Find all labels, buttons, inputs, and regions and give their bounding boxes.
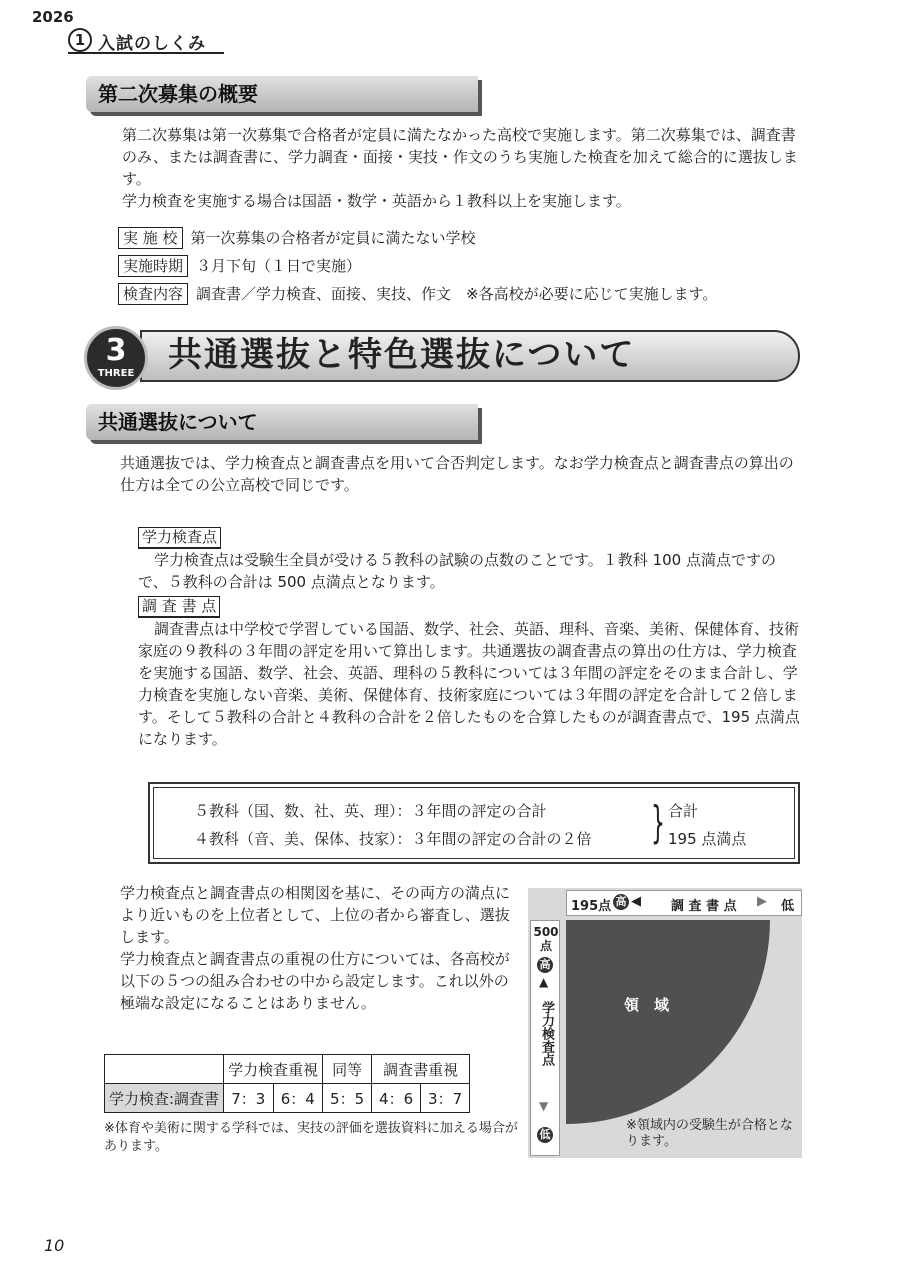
row-text: 調査書／学力検査、面接、実技、作文 ※各高校が必要に応じて実施します。 xyxy=(196,285,718,303)
graph-top-axis xyxy=(566,890,802,916)
paragraph: 共通選抜では、学力検査点と調査書点を用いて合否判定します。なお学力検査点と調査書点の算出の仕方は全ての公立高校で同じです。 xyxy=(120,454,794,494)
left-axis-label: 学力検査点 xyxy=(539,1001,554,1066)
score-explanation xyxy=(120,526,804,750)
row-text: 第一次募集の合格者が定員に満たない学校 xyxy=(190,229,476,247)
row-text: ３月下旬（１日で実施） xyxy=(196,257,362,275)
left-max-label: 500点 xyxy=(533,925,559,953)
correlation-graph xyxy=(528,888,802,1158)
label-school: 実 施 校 xyxy=(118,227,183,249)
table-cell: 7：3 xyxy=(224,1084,274,1113)
second-recruitment-body xyxy=(106,124,802,306)
formula-total-label: 合計 xyxy=(668,802,699,820)
arrow-left-icon: ◀ xyxy=(631,894,641,909)
top-axis-label: 調 査 書 点 xyxy=(671,899,737,914)
year-label: 2026 xyxy=(32,8,74,26)
chapter3-title: 共通選抜と特色選抜について xyxy=(168,335,636,375)
page-number: 10 xyxy=(44,1236,65,1255)
table-row-label: 学力検査:調査書 xyxy=(105,1084,224,1113)
formula-box xyxy=(148,782,800,864)
brace-icon: } xyxy=(651,797,665,848)
label-chousa: 調 査 書 点 xyxy=(138,596,220,618)
label-gakuryoku: 学力検査点 xyxy=(138,527,221,549)
arrow-right-icon: ▶ xyxy=(757,894,767,909)
arrow-down-icon: ▼ xyxy=(539,1099,549,1113)
paragraph: 調査書点は中学校で学習している国語、数学、社会、英語、理科、音楽、美術、保健体育、技術家庭の９教科の３年間の評定を用いて算出します。共通選抜の調査書点の算出の仕方は、学力検査を実施する国語、数学、社会、英語、理科の５教科については３年間の評定をそのまま合計し、学力検査を実施しない音楽、美術、保健体育、技術家庭については３年間の評定を合計して２倍します。そして５教科の合計と４教科の合計を２倍したものを合算したものが調査書点で、195 点満点になります。 xyxy=(138,620,800,748)
chapter3-badge xyxy=(84,326,148,390)
chapter-number: 1 xyxy=(68,28,92,52)
chapter3-word: THREE xyxy=(97,368,135,379)
table-header: 調査書重視 xyxy=(372,1055,470,1084)
graph-plot-area xyxy=(566,920,802,1156)
chapter3-number: 3 xyxy=(105,333,127,368)
table-cell: 5：5 xyxy=(323,1084,372,1113)
arrow-up-icon: ▲ xyxy=(539,975,549,989)
left-high-label: 高 xyxy=(537,957,553,973)
table-header: 同等 xyxy=(323,1055,372,1084)
ratio-table xyxy=(104,1054,470,1113)
table-header: 学力検査重視 xyxy=(224,1055,323,1084)
chapter-title: 入試のしくみ xyxy=(98,34,206,54)
table-note: ※体育や美術に関する学科では、実技の評価を選抜資料に加える場合があります。 xyxy=(104,1121,518,1154)
top-low-label: 低 xyxy=(781,899,795,914)
chapter3-banner xyxy=(82,328,800,384)
paragraph: 学力検査点は受験生全員が受ける５教科の試験の点数のことです。１教科 100 点満点ですので、５教科の合計は 500 点満点となります。 xyxy=(138,551,776,591)
formula-line-2: ４教科（音、美、保体、技家）：３年間の評定の合計の２倍 xyxy=(194,830,592,848)
left-low-label: 低 xyxy=(537,1127,553,1143)
table-cell: 6：4 xyxy=(273,1084,323,1113)
section-heading-second-recruitment: 第二次募集の概要 xyxy=(86,76,478,112)
common-intro xyxy=(104,452,802,496)
formula-total-value: 195 点満点 xyxy=(668,830,747,848)
table-empty-cell xyxy=(105,1055,224,1084)
graph-left-axis xyxy=(530,920,560,1156)
label-period: 実施時期 xyxy=(118,255,188,277)
formula-line-1: ５教科（国、数、社、英、理）：３年間の評定の合計 xyxy=(194,802,547,820)
region-note: ※領域内の受験生が合格となります。 xyxy=(626,1118,793,1149)
table-cell: 4：6 xyxy=(372,1084,421,1113)
region-label: 領 域 xyxy=(624,996,670,1014)
chapter-header xyxy=(68,28,224,54)
top-max-label: 195点 xyxy=(571,899,612,914)
top-high-label: 高 xyxy=(613,894,629,910)
paragraph: 学力検査点と調査書点の重視の仕方については、各高校が以下の５つの組み合わせの中から設定します。これ以外の極端な設定になることはありません。 xyxy=(120,950,510,1012)
paragraph: 学力検査を実施する場合は国語・数学・英語から１教科以上を実施します。 xyxy=(122,192,631,210)
label-content: 検査内容 xyxy=(118,283,188,305)
paragraph: 学力検査点と調査書点の相関図を基に、その両方の満点により近いものを上位者として、上位の者から審査し、選抜します。 xyxy=(120,884,511,946)
paragraph: 第二次募集は第一次募集で合格者が定員に満たなかった高校で実施します。第二次募集では、調査書のみ、または調査書に、学力調査・面接・実技・作文のうち実施した検査を加えて総合的に選抜します。 xyxy=(122,126,798,188)
section-heading-common: 共通選抜について xyxy=(86,404,478,440)
table-cell: 3：7 xyxy=(421,1084,470,1113)
selection-text xyxy=(104,882,518,1014)
